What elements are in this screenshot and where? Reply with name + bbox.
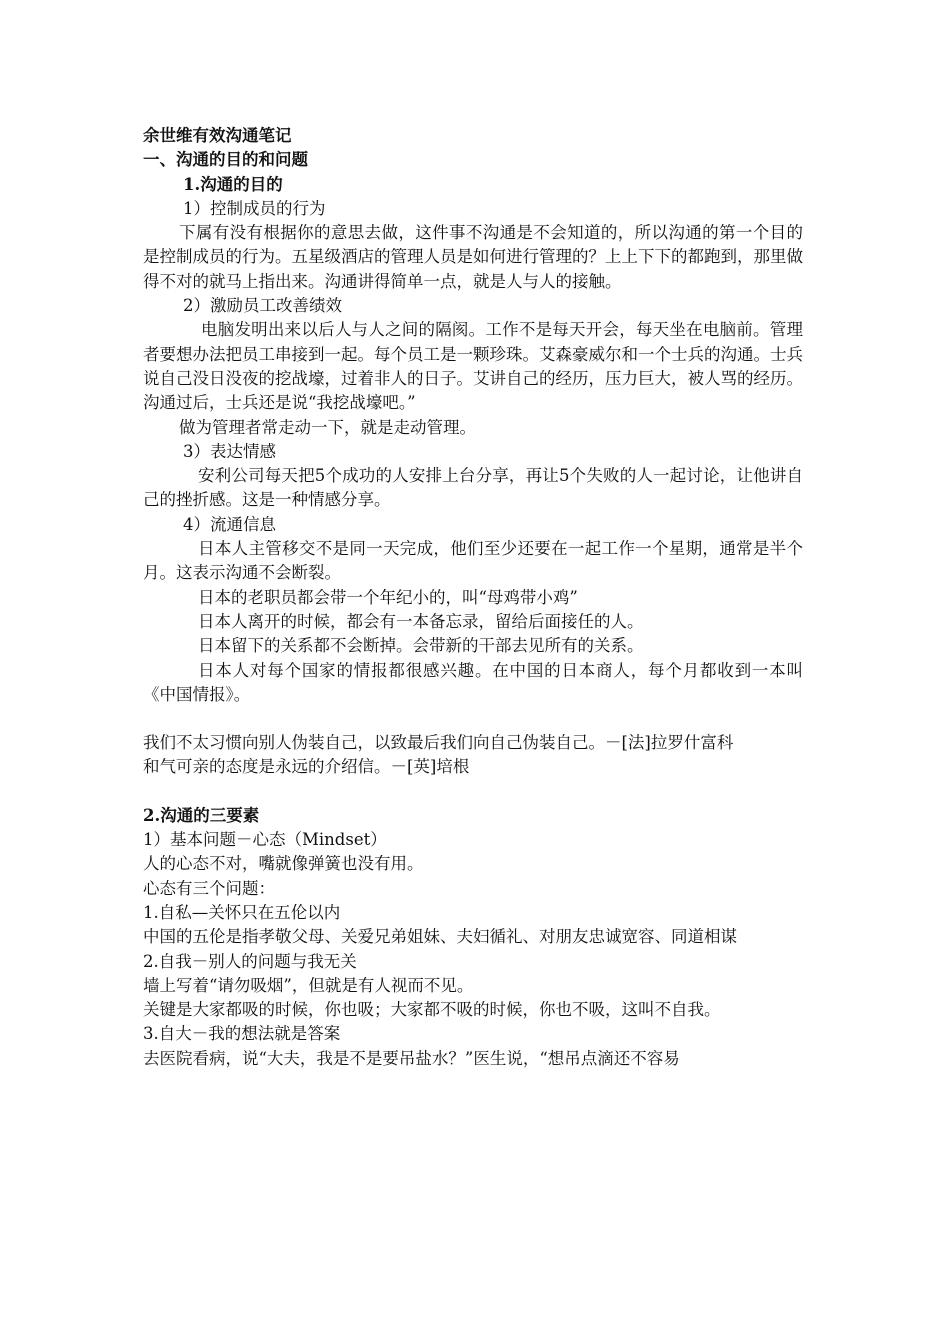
document-body [143, 124, 803, 1071]
item-heading-4: 4）流通信息 [183, 514, 276, 534]
paragraph-5: 日本人主管移交不是同一天完成，他们至少还要在一起工作一个星期，通常是半个月。这表示沟通不会断裂。 [143, 539, 803, 583]
subsection-heading-1: 1.沟通的目的 [183, 174, 283, 194]
mindset-heading: 1）基本问题－心态（Mindset） [143, 830, 387, 850]
item-heading-2: 2）激励员工改善绩效 [183, 296, 342, 316]
quote-2: 和气可亲的态度是永远的介绍信。－[英]培根 [143, 757, 470, 777]
mindset-line-3: 中国的五伦是指孝敬父母、关爱兄弟姐妹、夫妇循礼、对朋友忠诚宽容、同道相谋 [143, 927, 737, 947]
spacer [143, 780, 803, 804]
document-title: 余世维有效沟通笔记 [143, 126, 292, 145]
paragraph-3: 做为管理者常走动一下，就是走动管理。 [179, 417, 476, 437]
mindset-line-2: 心态有三个问题： [143, 878, 275, 898]
mindset-line-1: 人的心态不对，嘴就像弹簧也没有用。 [143, 854, 424, 874]
mindset-point-2: 2.自我－别人的问题与我无关 [143, 951, 357, 971]
paragraph-6: 日本的老职员都会带一个年纪小的，叫“母鸡带小鸡” [198, 587, 578, 607]
mindset-line-4: 墙上写着“请勿吸烟”，但就是有人视而不见。 [143, 975, 474, 995]
subsection-heading-2: 2.沟通的三要素 [143, 805, 260, 825]
mindset-line-6: 去医院看病，说“大夫，我是不是要吊盐水？”医生说，“想吊点滴还不容易 [143, 1048, 680, 1068]
item-heading-1: 1）控制成员的行为 [183, 198, 326, 218]
mindset-point-3: 3.自大－我的想法就是答案 [143, 1024, 341, 1044]
quote-1: 我们不太习惯向别人伪装自己，以致最后我们向自己伪装自己。－[法]拉罗什富科 [143, 733, 734, 753]
section-heading-1: 一、沟通的目的和问题 [143, 150, 308, 170]
paragraph-9: 日本人对每个国家的情报都很感兴趣。在中国的日本商人，每个月都收到一本叫《中国情报》。 [143, 660, 803, 704]
paragraph-4: 安利公司每天把5个成功的人安排上台分享，再让5个失败的人一起讨论，让他讲自己的挫折感。这是一种情感分享。 [143, 466, 803, 510]
spacer [143, 707, 803, 731]
item-heading-3: 3）表达情感 [183, 441, 276, 461]
mindset-point-1: 1.自私—关怀只在五伦以内 [143, 902, 341, 922]
paragraph-8: 日本留下的关系都不会断掉。会带新的干部去见所有的关系。 [198, 636, 644, 656]
mindset-line-5: 关键是大家都吸的时候，你也吸；大家都不吸的时候，你也不吸，这叫不自我。 [143, 1000, 721, 1020]
paragraph-7: 日本人离开的时候，都会有一本备忘录，留给后面接任的人。 [198, 611, 644, 631]
paragraph-1: 下属有没有根据你的意思去做，这件事不沟通是不会知道的，所以沟通的第一个目的是控制成员的行为。五星级酒店的管理人员是如何进行管理的？上上下下的都跑到，那里做得不对的就马上指出来。沟通讲得简单一点，就是人与人的接触。 [143, 223, 803, 291]
paragraph-2: 电脑发明出来以后人与人之间的隔阂。工作不是每天开会，每天坐在电脑前。管理者要想办法把员工串接到一起。每个员工是一颗珍珠。艾森豪威尔和一个士兵的沟通。士兵说自己没日没夜的挖战壕，过着非人的日子。艾讲自己的经历，压力巨大，被人骂的经历。沟通过后，士兵还是说“我挖战壕吧。” [143, 320, 803, 413]
